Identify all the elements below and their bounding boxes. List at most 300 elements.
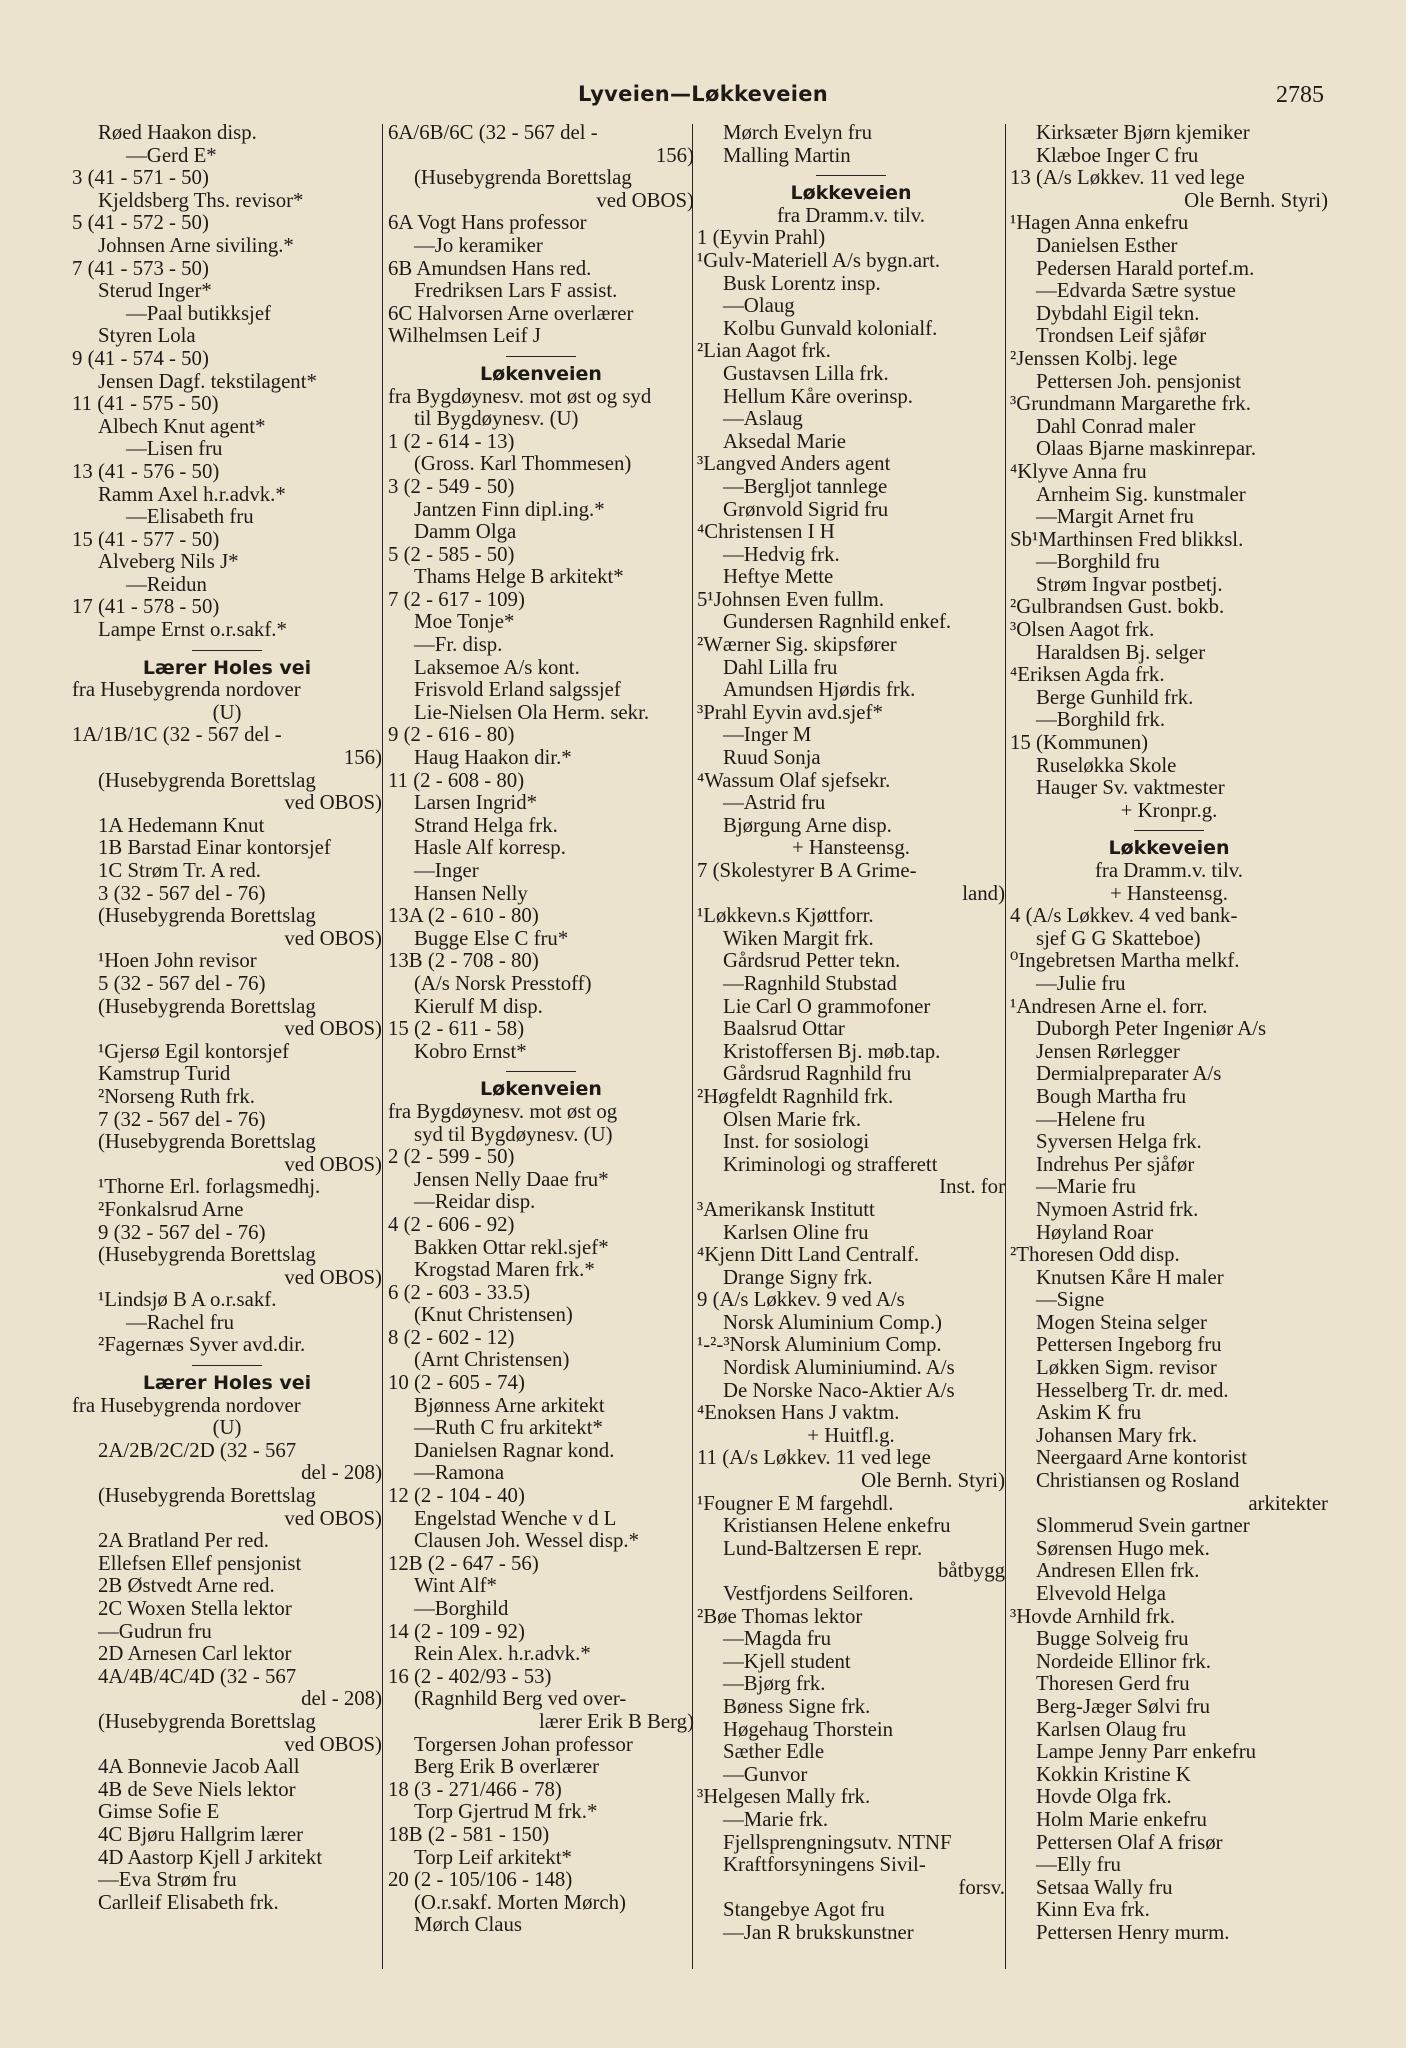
directory-entry: Grønvold Sigrid fru [723, 498, 889, 521]
section-rule [1134, 830, 1204, 831]
directory-entry: 10 (2 - 605 - 74) [388, 1372, 525, 1395]
directory-entry: 2C Woxen Stella lektor [98, 1598, 292, 1620]
column-2 [388, 122, 694, 1972]
directory-entry: ¹Hagen Anna enkefru [1010, 212, 1189, 235]
directory-entry: Amundsen Hjørdis frk. [723, 679, 916, 702]
directory-entry: Nordisk Aluminiumind. A/s [723, 1357, 955, 1380]
directory-entry: Strand Helga frk. [414, 814, 558, 837]
directory-entry: Wilhelmsen Leif J [388, 325, 541, 348]
directory-entry: —Lisen fru [126, 438, 223, 461]
directory-entry: ¹Fougner E M fargehdl. [697, 1492, 894, 1515]
directory-entry: ³Grundmann Margarethe frk. [1010, 393, 1251, 416]
directory-entry: Olaas Bjarne maskinrepar. [1036, 438, 1257, 461]
directory-entry: —Astrid fru [723, 792, 826, 815]
directory-entry: fra Husebygrenda nordover [72, 1394, 301, 1417]
directory-entry: Dermialpreparater A/s [1036, 1063, 1222, 1086]
directory-entry: 12 (2 - 104 - 40) [388, 1485, 525, 1508]
directory-entry: Jensen Rørlegger [1036, 1040, 1180, 1063]
directory-entry: 9 (41 - 574 - 50) [72, 347, 209, 370]
directory-entry: Torp Gjertrud M frk.* [414, 1801, 598, 1824]
directory-entry: 11 (2 - 608 - 80) [388, 769, 525, 792]
directory-entry: Klæboe Inger C fru [1036, 144, 1199, 167]
directory-entry: 6A Vogt Hans professor [388, 212, 587, 235]
directory-entry: Berg Erik B overlærer [414, 1756, 600, 1779]
directory-entry: sjef G G Skatteboe) [1036, 927, 1201, 950]
street-heading: Løkenveien [480, 1078, 602, 1101]
directory-entry: Bøness Signe frk. [723, 1695, 871, 1718]
directory-entry: 2D Arnesen Carl lektor [98, 1643, 292, 1666]
directory-entry: Johnsen Arne siviling.* [98, 234, 294, 257]
directory-entry: —Marie fru [1036, 1176, 1136, 1199]
directory-entry: Høgehaug Thorstein [723, 1718, 894, 1741]
directory-entry: Carlleif Elisabeth frk. [98, 1891, 279, 1914]
directory-entry: ³Olsen Aagot frk. [1010, 619, 1155, 642]
directory-entry: Inst. for sosiologi [723, 1131, 870, 1154]
directory-entry: Thoresen Gerd fru [1036, 1673, 1190, 1696]
directory-entry: —Julie fru [1036, 972, 1126, 995]
directory-entry: ved OBOS) [284, 927, 382, 950]
directory-entry: ²Bøe Thomas lektor [697, 1605, 863, 1628]
directory-entry: Hesselberg Tr. dr. med. [1036, 1379, 1229, 1402]
directory-entry: Hovde Olga frk. [1036, 1786, 1172, 1809]
directory-entry: Kamstrup Turid [98, 1063, 231, 1086]
directory-entry: —Ruth C fru arkitekt* [414, 1417, 603, 1440]
directory-entry: Bugge Else C fru* [414, 927, 569, 950]
directory-entry: Bakken Ottar rekl.sjef* [414, 1236, 609, 1259]
directory-entry: (Husebygrenda Borettslag [98, 905, 316, 928]
directory-entry: 4C Bjøru Hallgrim lærer [98, 1823, 304, 1846]
directory-entry: 3 (2 - 549 - 50) [388, 475, 515, 498]
directory-entry: Kokkin Kristine K [1036, 1763, 1191, 1786]
directory-entry: fra Husebygrenda nordover [72, 679, 301, 702]
directory-entry: (Gross. Karl Thommesen) [414, 453, 632, 476]
directory-entry: (A/s Norsk Presstoff) [414, 972, 592, 995]
directory-entry: —Eva Strøm fru [98, 1869, 237, 1892]
directory-entry: 2A/2B/2C/2D (32 - 567 [98, 1439, 297, 1462]
directory-entry: 4B de Seve Niels lektor [98, 1778, 296, 1801]
directory-entry: Elvevold Helga [1036, 1583, 1166, 1605]
directory-entry: 6 (2 - 603 - 33.5) [388, 1281, 531, 1304]
directory-entry: 11 (A/s Løkkev. 11 ved lege [697, 1447, 931, 1470]
directory-entry: Moe Tonje* [414, 611, 515, 634]
directory-entry: del - 208) [301, 1462, 382, 1485]
street-heading: Løkkeveien [1108, 837, 1230, 860]
directory-entry: Arnheim Sig. kunstmaler [1036, 483, 1246, 506]
directory-entry: Clausen Joh. Wessel disp.* [414, 1530, 639, 1553]
directory-entry: 2 (2 - 599 - 50) [388, 1146, 515, 1169]
directory-entry: Inst. for [939, 1176, 1005, 1199]
directory-entry: ²Jenssen Kolbj. lege [1010, 347, 1178, 370]
directory-entry: Ellefsen Ellef pensjonist [98, 1552, 302, 1575]
directory-entry: 4D Aastorp Kjell J arkitekt [98, 1846, 323, 1869]
street-heading: Lærer Holes vei [142, 656, 312, 679]
directory-entry: —Helene fru [1036, 1108, 1146, 1131]
directory-entry: —Borghild [414, 1598, 509, 1620]
directory-entry: 3 (32 - 567 del - 76) [98, 882, 266, 905]
directory-entry: ⁰Ingebretsen Martha melkf. [1010, 950, 1240, 973]
directory-entry: —Rachel fru [126, 1311, 234, 1334]
directory-entry: Kjeldsberg Ths. revisor* [98, 189, 304, 212]
directory-entry: Berge Gunhild frk. [1036, 686, 1194, 709]
directory-entry: ved OBOS) [284, 1266, 382, 1289]
directory-entry: —Fr. disp. [414, 634, 503, 657]
directory-entry: —Jan R brukskunstner [723, 1921, 914, 1944]
directory-entry: ²Norseng Ruth frk. [98, 1085, 255, 1108]
directory-entry: Løkken Sigm. revisor [1036, 1357, 1217, 1380]
directory-entry: ³Langved Anders agent [697, 453, 891, 476]
directory-entry: Sæther Edle [723, 1741, 825, 1764]
directory-entry: Christiansen og Rosland [1036, 1470, 1240, 1493]
directory-entry: Knutsen Kåre H maler [1036, 1266, 1224, 1289]
directory-entry: Mogen Steina selger [1036, 1311, 1207, 1334]
directory-entry: 17 (41 - 578 - 50) [72, 596, 220, 619]
directory-entry: 4 (A/s Løkkev. 4 ved bank- [1010, 905, 1238, 928]
directory-entry: Setsaa Wally fru [1036, 1876, 1173, 1899]
directory-entry: Lampe Ernst o.r.sakf.* [98, 619, 287, 642]
directory-entry: —Elly fru [1036, 1854, 1121, 1877]
directory-entry: Trondsen Leif sjåfør [1036, 325, 1207, 348]
directory-entry: ¹Løkkevn.s Kjøttforr. [697, 905, 874, 928]
directory-entry: Dybdahl Eigil tekn. [1036, 302, 1200, 325]
directory-entry: Danielsen Esther [1036, 234, 1178, 257]
directory-entry: 9 (A/s Løkkev. 9 ved A/s [697, 1289, 905, 1312]
section-rule [506, 1071, 576, 1072]
directory-entry: Sterud Inger* [98, 280, 212, 303]
directory-entry: ²Wærner Sig. skipsfører [697, 634, 897, 657]
directory-entry: + Kronpr.g. [1120, 799, 1218, 822]
directory-entry: Ramm Axel h.r.advk.* [98, 483, 286, 506]
directory-entry: Ruud Sonja [723, 747, 821, 770]
directory-entry: 5 (41 - 572 - 50) [72, 212, 209, 235]
directory-entry: Jensen Nelly Daae fru* [414, 1168, 609, 1191]
directory-entry: 20 (2 - 105/106 - 148) [388, 1869, 573, 1892]
directory-entry: Stangebye Agot fru [723, 1899, 885, 1922]
directory-entry: ¹-²-³Norsk Aluminium Comp. [697, 1334, 942, 1357]
directory-entry: Kolbu Gunvald kolonialf. [723, 317, 938, 340]
directory-entry: Bugge Solveig fru [1036, 1628, 1189, 1651]
directory-entry: —Magda fru [723, 1628, 831, 1651]
directory-entry: ¹Gulv-Materiell A/s bygn.art. [697, 249, 941, 272]
directory-entry: De Norske Naco-Aktier A/s [723, 1379, 955, 1402]
column-divider [382, 124, 383, 1969]
directory-entry: 13 (A/s Løkkev. 11 ved lege [1010, 167, 1245, 190]
directory-entry: 2B Østvedt Arne red. [98, 1575, 275, 1598]
directory-entry: Berg-Jæger Sølvi fru [1036, 1695, 1211, 1718]
directory-entry: Pettersen Joh. pensjonist [1036, 370, 1242, 393]
column-1 [72, 122, 382, 1972]
directory-entry: Gimse Sofie E [98, 1801, 220, 1824]
street-heading: Lærer Holes vei [142, 1372, 312, 1395]
directory-entry: Albech Knut agent* [98, 415, 266, 438]
directory-entry: Lund-Baltzersen E repr. [723, 1537, 923, 1560]
directory-entry: Dahl Lilla fru [723, 656, 838, 679]
directory-entry: (Husebygrenda Borettslag [98, 1485, 316, 1508]
directory-entry: 6A/6B/6C (32 - 567 del - [388, 122, 598, 144]
directory-entry: Røed Haakon disp. [98, 122, 257, 144]
directory-entry: Kierulf M disp. [414, 995, 543, 1018]
directory-entry: —Borghild fru [1036, 551, 1160, 574]
directory-entry: (Ragnhild Berg ved over- [414, 1688, 627, 1711]
directory-entry: Norsk Aluminium Comp.) [723, 1311, 942, 1334]
directory-entry: 156) [655, 144, 694, 167]
directory-entry: Sb¹Marthinsen Fred blikksl. [1010, 528, 1244, 551]
directory-entry: Mørch Evelyn fru [723, 122, 873, 144]
directory-entry: —Hedvig frk. [723, 543, 840, 566]
directory-entry: Hasle Alf korresp. [414, 837, 566, 860]
directory-entry: 1C Strøm Tr. A red. [98, 860, 261, 882]
directory-entry: fra Bygdøynesv. mot øst og syd [388, 385, 652, 408]
directory-entry: 4A/4B/4C/4D (32 - 567 [98, 1665, 297, 1688]
directory-entry: —Borghild frk. [1036, 709, 1166, 732]
directory-entry: Bough Martha fru [1036, 1085, 1187, 1108]
directory-entry: Ole Bernh. Styri) [1184, 189, 1328, 212]
directory-entry: ³Amerikansk Institutt [697, 1198, 875, 1221]
directory-entry: Jensen Dagf. tekstilagent* [98, 370, 317, 393]
directory-entry: Malling Martin [723, 144, 851, 167]
directory-entry: (Husebygrenda Borettslag [414, 167, 632, 190]
directory-entry: 13A (2 - 610 - 80) [388, 905, 539, 928]
directory-entry: 5 (32 - 567 del - 76) [98, 972, 266, 995]
directory-entry: 5¹Johnsen Even fullm. [697, 588, 885, 611]
directory-entry: ved OBOS) [596, 189, 694, 212]
directory-entry: arkitekter [1248, 1492, 1328, 1515]
directory-entry: Kristoffersen Bj. møb.tap. [723, 1040, 941, 1063]
directory-entry: Pedersen Harald portef.m. [1036, 257, 1255, 280]
directory-entry: (Arnt Christensen) [414, 1349, 570, 1372]
directory-entry: Slommerud Svein gartner [1036, 1515, 1250, 1538]
directory-entry: —Gudrun fru [98, 1620, 212, 1643]
directory-entry: —Gerd E* [126, 144, 217, 167]
directory-entry: Vestfjordens Seilforen. [723, 1583, 914, 1605]
directory-entry: Torgersen Johan professor [414, 1733, 633, 1756]
directory-entry: Kristiansen Helene enkefru [723, 1515, 951, 1538]
directory-entry: 15 (41 - 577 - 50) [72, 528, 220, 551]
directory-entry: ⁴Enoksen Hans J vaktm. [697, 1402, 900, 1425]
directory-entry: 3 (41 - 571 - 50) [72, 167, 209, 190]
directory-entry: Sørensen Hugo mek. [1036, 1537, 1210, 1560]
directory-entry: Baalsrud Ottar [723, 1018, 845, 1041]
directory-entry: ¹Thorne Erl. forlagsmedhj. [98, 1176, 321, 1199]
directory-entry: Haraldsen Bj. selger [1036, 641, 1206, 664]
directory-entry: Fredriksen Lars F assist. [414, 280, 618, 303]
directory-entry: forsv. [958, 1876, 1005, 1899]
directory-entry: —Reidar disp. [414, 1191, 536, 1214]
directory-entry: 13 (41 - 576 - 50) [72, 460, 220, 483]
directory-entry: —Margit Arnet fru [1036, 506, 1194, 529]
directory-entry: (Husebygrenda Borettslag [98, 1131, 316, 1154]
directory-entry: —Inger [414, 860, 479, 882]
directory-entry: 18B (2 - 581 - 150) [388, 1823, 550, 1846]
directory-entry: 1A/1B/1C (32 - 567 del - [72, 724, 282, 747]
directory-entry: båtbygg [937, 1560, 1005, 1583]
directory-entry: —Paal butikksjef [126, 302, 271, 325]
directory-entry: 156) [343, 747, 382, 770]
directory-entry: Kirksæter Bjørn kjemiker [1036, 122, 1250, 144]
directory-entry: Alveberg Nils J* [98, 551, 239, 574]
directory-entry: 6C Halvorsen Arne overlærer [388, 302, 634, 325]
directory-entry: —Gunvor [723, 1763, 808, 1786]
directory-entry: Ole Bernh. Styri) [861, 1470, 1005, 1493]
directory-entry: 18 (3 - 271/466 - 78) [388, 1778, 562, 1801]
directory-entry: Aksedal Marie [723, 430, 847, 453]
directory-entry: ³Hovde Arnhild frk. [1010, 1605, 1176, 1628]
directory-entry: 7 (41 - 573 - 50) [72, 257, 209, 280]
directory-entry: Duborgh Peter Ingeniør A/s [1036, 1018, 1267, 1041]
directory-entry: 2A Bratland Per red. [98, 1530, 269, 1553]
directory-entry: Nordeide Ellinor frk. [1036, 1650, 1211, 1673]
directory-entry: (Husebygrenda Borettslag [98, 1244, 316, 1267]
directory-entry: ¹Andresen Arne el. forr. [1010, 995, 1208, 1018]
directory-entry: Syversen Helga frk. [1036, 1131, 1202, 1154]
directory-entry: 15 (Kommunen) [1010, 732, 1149, 755]
directory-entry: Lampe Jenny Parr enkefru [1036, 1741, 1257, 1764]
directory-entry: 12B (2 - 647 - 56) [388, 1552, 539, 1575]
directory-entry: Pettersen Olaf A frisør [1036, 1831, 1223, 1854]
directory-entry: Holm Marie enkefru [1036, 1808, 1207, 1831]
directory-entry: 1 (2 - 614 - 13) [388, 430, 515, 453]
directory-entry: land) [962, 882, 1005, 905]
directory-entry: —Signe [1036, 1289, 1105, 1312]
directory-entry: Kobro Ernst* [414, 1040, 527, 1063]
directory-entry: Torp Leif arkitekt* [414, 1846, 572, 1869]
directory-entry: (Husebygrenda Borettslag [98, 1710, 316, 1733]
directory-entry: ³Prahl Eyvin avd.sjef* [697, 701, 883, 724]
directory-entry: Lie Carl O grammofoner [723, 995, 931, 1018]
directory-entry: Gustavsen Lilla frk. [723, 362, 889, 385]
section-rule [192, 650, 262, 651]
directory-entry: + Hansteensg. [792, 837, 910, 860]
directory-entry: Dahl Conrad maler [1036, 415, 1196, 438]
directory-entry: (O.r.sakf. Morten Mørch) [414, 1891, 626, 1914]
directory-entry: 14 (2 - 109 - 92) [388, 1620, 525, 1643]
directory-entry: (Husebygrenda Borettslag [98, 995, 316, 1018]
directory-entry: Ruseløkka Skole [1036, 754, 1177, 777]
directory-entry: ²Lian Aagot frk. [697, 340, 831, 363]
directory-entry: 4 (2 - 606 - 92) [388, 1213, 515, 1236]
directory-entry: 8 (2 - 602 - 12) [388, 1326, 515, 1349]
directory-entry: Frisvold Erland salgssjef [414, 679, 621, 702]
directory-entry: ¹Lindsjø B A o.r.sakf. [98, 1289, 277, 1312]
directory-entry: ⁴Kjenn Ditt Land Centralf. [697, 1244, 920, 1267]
directory-entry: (U) [212, 1417, 242, 1440]
directory-entry: Heftye Mette [723, 566, 834, 589]
directory-entry: Andresen Ellen frk. [1036, 1560, 1200, 1583]
directory-entry: 13B (2 - 708 - 80) [388, 950, 539, 973]
directory-entry: 4A Bonnevie Jacob Aall [98, 1756, 300, 1779]
directory-entry: —Ragnhild Stubstad [723, 972, 897, 995]
directory-entry: Kriminologi og strafferett [723, 1153, 938, 1176]
directory-entry: Damm Olga [414, 521, 517, 544]
directory-entry: Gundersen Ragnhild enkef. [723, 611, 952, 634]
directory-entry: fra Dramm.v. tilv. [1094, 860, 1244, 882]
directory-entry: 9 (32 - 567 del - 76) [98, 1221, 266, 1244]
directory-entry: Kraftforsyningens Sivil- [723, 1854, 926, 1877]
directory-entry: 9 (2 - 616 - 80) [388, 724, 515, 747]
directory-entry: Strøm Ingvar postbetj. [1036, 573, 1223, 596]
directory-entry: —Bjørg frk. [723, 1673, 826, 1696]
directory-entry: Danielsen Ragnar kond. [414, 1439, 615, 1462]
street-heading: Løkenveien [480, 362, 602, 385]
directory-entry: Jantzen Finn dipl.ing.* [414, 498, 605, 521]
directory-entry: ³Helgesen Mally frk. [697, 1786, 871, 1809]
directory-entry: 7 (2 - 617 - 109) [388, 588, 525, 611]
directory-entry: + Hansteensg. [1110, 882, 1228, 905]
directory-entry: syd til Bygdøynesv. (U) [414, 1123, 613, 1146]
directory-entry: Busk Lorentz insp. [723, 272, 881, 295]
street-heading: Løkkeveien [790, 182, 912, 205]
directory-entry: ved OBOS) [284, 792, 382, 815]
directory-entry: Hellum Kåre overinsp. [723, 385, 914, 408]
directory-entry: Laksemoe A/s kont. [414, 656, 580, 679]
directory-entry: —Olaug [723, 295, 795, 318]
directory-entry: ⁴Christensen I H [697, 521, 835, 544]
directory-entry: ⁴Eriksen Agda frk. [1010, 664, 1165, 687]
directory-entry: 15 (2 - 611 - 58) [388, 1018, 525, 1041]
directory-entry: 7 (Skolestyrer B A Grime- [697, 860, 917, 882]
directory-entry: Gårdsrud Ragnhild fru [723, 1063, 912, 1086]
directory-entry: —Aslaug [723, 408, 803, 431]
directory-entry: Nymoen Astrid frk. [1036, 1198, 1199, 1221]
directory-entry: Engelstad Wenche v d L [414, 1507, 617, 1530]
directory-entry: (Husebygrenda Borettslag [98, 769, 316, 792]
directory-entry: ved OBOS) [284, 1507, 382, 1530]
directory-entry: til Bygdøynesv. (U) [414, 408, 579, 431]
directory-entry: 1B Barstad Einar kontorsjef [98, 837, 331, 860]
directory-entry: Wiken Margit frk. [723, 927, 874, 950]
directory-entry: Askim K fru [1036, 1402, 1142, 1425]
directory-entry: ²Fagernæs Syver avd.dir. [98, 1334, 306, 1357]
directory-entry: ved OBOS) [284, 1018, 382, 1041]
column-divider [1005, 124, 1006, 1969]
directory-entry: Karlsen Oline fru [723, 1221, 869, 1244]
directory-entry: —Edvarda Sætre systue [1036, 280, 1236, 303]
directory-entry: Haug Haakon dir.* [414, 747, 572, 770]
directory-entry: + Huitfl.g. [807, 1424, 895, 1447]
column-4 [1010, 122, 1328, 1972]
page-title: Lyveien—Løkkeveien [577, 82, 829, 106]
directory-entry: Wint Alf* [414, 1575, 497, 1598]
directory-entry: ²Høgfeldt Ragnhild frk. [697, 1085, 894, 1108]
directory-entry: Pettersen Henry murm. [1036, 1921, 1230, 1944]
directory-entry: —Bergljot tannlege [723, 475, 888, 498]
directory-entry: ⁴Klyve Anna fru [1010, 460, 1147, 483]
directory-entry: Gårdsrud Petter tekn. [723, 950, 901, 973]
directory-entry: Høyland Roar [1036, 1221, 1154, 1244]
directory-entry: 16 (2 - 402/93 - 53) [388, 1665, 552, 1688]
directory-entry: Johansen Mary frk. [1036, 1424, 1198, 1447]
directory-entry: ¹Gjersø Egil kontorsjef [98, 1040, 290, 1063]
directory-entry: Thams Helge B arkitekt* [414, 566, 624, 589]
directory-entry: Mørch Claus [414, 1914, 523, 1937]
directory-entry: del - 208) [301, 1688, 382, 1711]
directory-entry: ²Fonkalsrud Arne [98, 1198, 244, 1221]
directory-entry: 1 (Eyvin Prahl) [697, 227, 826, 250]
directory-entry: Indrehus Per sjåfør [1036, 1153, 1195, 1176]
directory-entry: 1A Hedemann Knut [98, 814, 265, 837]
directory-entry: Bjønness Arne arkitekt [414, 1394, 605, 1417]
directory-entry: (Knut Christensen) [414, 1304, 573, 1327]
directory-entry: ved OBOS) [284, 1733, 382, 1756]
page-number: 2785 [1276, 82, 1324, 108]
directory-entry: —Marie frk. [723, 1808, 829, 1831]
directory-entry: 11 (41 - 575 - 50) [72, 393, 219, 416]
directory-entry: Pettersen Ingeborg fru [1036, 1334, 1222, 1357]
directory-entry: fra Dramm.v. tilv. [776, 204, 926, 227]
section-rule [192, 1365, 262, 1366]
directory-entry: Hansen Nelly [414, 882, 528, 905]
directory-entry: Olsen Marie frk. [723, 1108, 862, 1131]
directory-entry: ¹Hoen John revisor [98, 950, 257, 973]
